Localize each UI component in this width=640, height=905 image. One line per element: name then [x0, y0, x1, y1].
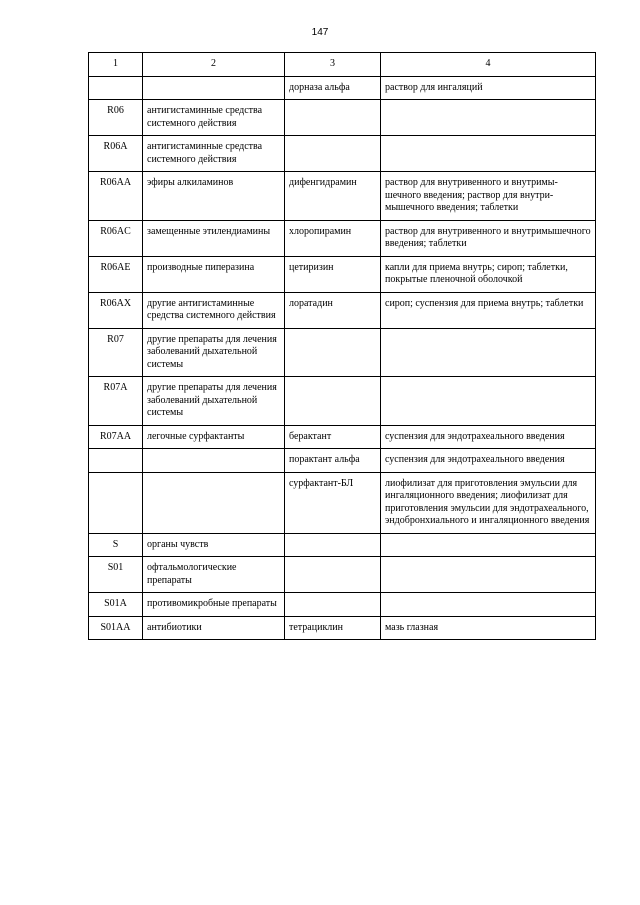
dosage-form-cell	[381, 533, 596, 557]
dosage-form-cell	[381, 136, 596, 172]
drug-name-cell: дифенгидрамин	[285, 172, 381, 221]
drug-name-cell	[285, 377, 381, 426]
drug-classification-table	[88, 52, 596, 640]
drug-name-cell: сурфактант-БЛ	[285, 472, 381, 533]
drug-name-cell	[285, 328, 381, 377]
drug-name-cell: тетрациклин	[285, 616, 381, 640]
atc-code-cell: R06AE	[89, 256, 143, 292]
dosage-form-cell: мазь глазная	[381, 616, 596, 640]
table-row	[89, 172, 596, 221]
atc-code-cell	[89, 449, 143, 473]
atc-code-cell: S01	[89, 557, 143, 593]
dosage-form-cell: суспензия для эндотрахеального введения	[381, 425, 596, 449]
drug-name-cell	[285, 557, 381, 593]
table-row	[89, 557, 596, 593]
dosage-form-cell: лиофилизат для приготовления эмульсии для ингаляционного введения; лиофилизат для приготовления эмульсии для эндотрахеального, эндобронхиального и ингаляционного введения	[381, 472, 596, 533]
group-name-cell	[143, 76, 285, 100]
table-header-row	[89, 53, 596, 77]
group-name-cell: антибиотики	[143, 616, 285, 640]
drug-name-cell	[285, 100, 381, 136]
atc-code-cell: R06AX	[89, 292, 143, 328]
group-name-cell: другие препараты для лечения заболеваний дыхательной системы	[143, 377, 285, 426]
group-name-cell: противомикробные препараты	[143, 593, 285, 617]
dosage-form-cell	[381, 557, 596, 593]
group-name-cell: антигистаминные средства системного действия	[143, 136, 285, 172]
group-name-cell: другие антигистаминные средства системного действия	[143, 292, 285, 328]
atc-code-cell: R07	[89, 328, 143, 377]
atc-code-cell: R07AA	[89, 425, 143, 449]
drug-name-cell: берактант	[285, 425, 381, 449]
table-row	[89, 220, 596, 256]
table-row	[89, 328, 596, 377]
dosage-form-cell: раствор для ингаляций	[381, 76, 596, 100]
drug-name-cell: лоратадин	[285, 292, 381, 328]
dosage-form-cell	[381, 377, 596, 426]
group-name-cell: замещенные этилендиамины	[143, 220, 285, 256]
dosage-form-cell: раствор для внутривенного и внутримышечного введения; таблетки	[381, 220, 596, 256]
atc-code-cell: R06	[89, 100, 143, 136]
group-name-cell: антигистаминные средства системного действия	[143, 100, 285, 136]
drug-name-cell: хлоропирамин	[285, 220, 381, 256]
dosage-form-cell	[381, 328, 596, 377]
table-row	[89, 593, 596, 617]
atc-code-cell	[89, 76, 143, 100]
table-row	[89, 136, 596, 172]
table-row	[89, 256, 596, 292]
table-row	[89, 377, 596, 426]
table-row	[89, 425, 596, 449]
header-col-4: 4	[381, 53, 596, 77]
table-row	[89, 533, 596, 557]
group-name-cell: эфиры алкиламинов	[143, 172, 285, 221]
header-col-2: 2	[143, 53, 285, 77]
table-row	[89, 616, 596, 640]
atc-code-cell: S	[89, 533, 143, 557]
atc-code-cell: R06A	[89, 136, 143, 172]
atc-code-cell: R06AA	[89, 172, 143, 221]
drug-name-cell	[285, 593, 381, 617]
table-row	[89, 292, 596, 328]
page-number: 147	[311, 27, 329, 38]
group-name-cell: другие препараты для лечения заболеваний дыхательной системы	[143, 328, 285, 377]
atc-code-cell: R07A	[89, 377, 143, 426]
dosage-form-cell	[381, 100, 596, 136]
table-row	[89, 100, 596, 136]
atc-code-cell: S01AA	[89, 616, 143, 640]
dosage-form-cell: сироп; суспензия для приема внутрь; таблетки	[381, 292, 596, 328]
drug-name-cell: цетиризин	[285, 256, 381, 292]
dosage-form-cell: раствор для внутривенного и внутримы-шечного введения; раствор для внутри-мышечного введения; таблетки	[381, 172, 596, 221]
atc-code-cell: S01A	[89, 593, 143, 617]
atc-code-cell	[89, 472, 143, 533]
dosage-form-cell: капли для приема внутрь; сироп; таблетки, покрытые пленочной оболочкой	[381, 256, 596, 292]
drug-name-cell	[285, 533, 381, 557]
drug-name-cell	[285, 136, 381, 172]
header-col-3: 3	[285, 53, 381, 77]
atc-code-cell: R06AC	[89, 220, 143, 256]
table-row	[89, 76, 596, 100]
group-name-cell: легочные сурфактанты	[143, 425, 285, 449]
dosage-form-cell	[381, 593, 596, 617]
group-name-cell	[143, 449, 285, 473]
group-name-cell: органы чувств	[143, 533, 285, 557]
group-name-cell: офтальмологические препараты	[143, 557, 285, 593]
table-row	[89, 449, 596, 473]
header-col-1: 1	[89, 53, 143, 77]
table-row	[89, 472, 596, 533]
group-name-cell: производные пиперазина	[143, 256, 285, 292]
dosage-form-cell: суспензия для эндотрахеального введения	[381, 449, 596, 473]
drug-name-cell: порактант альфа	[285, 449, 381, 473]
drug-name-cell: дорназа альфа	[285, 76, 381, 100]
group-name-cell	[143, 472, 285, 533]
